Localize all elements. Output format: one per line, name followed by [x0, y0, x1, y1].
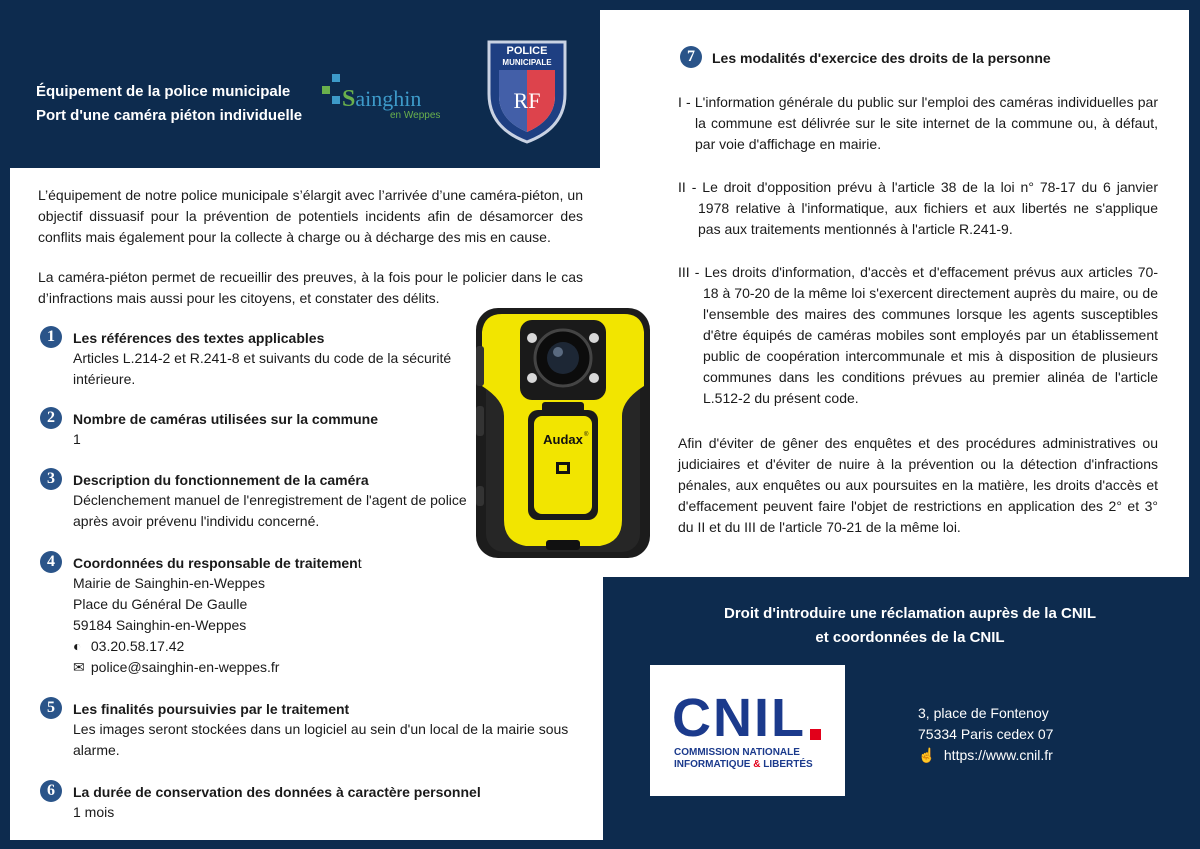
svg-text:®: ® [584, 432, 589, 438]
section-title: Coordonnées du responsable de traitement [73, 555, 362, 571]
pointer-icon: ☝ [918, 747, 936, 763]
svg-text:Audax: Audax [543, 432, 583, 447]
section-line: 59184 Sainghin-en-Weppes [73, 617, 247, 633]
number-badge: 1 [40, 326, 62, 348]
mail-icon: ✉ [73, 659, 85, 675]
intro-paragraph-1: L’équipement de notre police municipale s’élargit avec l’arrivée d’une caméra-piéton, un objectif dissuasif pour la prévention de potentiels incidents afin de désamorcer des conflits mais également pour la collecte à charge ou à décharge des mis en cause. [38, 187, 583, 245]
svg-text:MUNICIPALE: MUNICIPALE [502, 58, 552, 67]
police-badge [483, 36, 571, 146]
section-line: Les images seront stockées dans un logiciel au sein d'un local de la mairie sous [73, 721, 569, 737]
number-badge: 4 [40, 551, 62, 573]
body-camera-image [472, 306, 654, 560]
section-title: Les finalités poursuivies par le traitement [73, 701, 350, 717]
header-title [36, 80, 302, 128]
section-line: Mairie de Sainghin-en-Weppes [73, 575, 265, 591]
svg-text:POLICE: POLICE [506, 45, 548, 57]
phone-icon: ◐ [73, 638, 82, 654]
section-line: 1 mois [73, 804, 115, 820]
number-badge: 3 [40, 468, 62, 490]
cnil-logo: CNIL COMMISSION NATIONALE INFORMATIQUE & LIBERTÉS [650, 665, 845, 796]
cnil-address [918, 703, 1053, 766]
section-title: Nombre de caméras utilisées sur la commune [73, 411, 379, 427]
section-line: alarme. [73, 742, 120, 758]
number-badge: 6 [40, 780, 62, 802]
header-line-2: Port d'une caméra piéton individuelle [36, 107, 303, 124]
number-badge: 5 [40, 697, 62, 719]
section-title: La durée de conservation des données à caractère personnel [73, 784, 481, 800]
section-line: Place du Général De Gaulle [73, 596, 248, 612]
section-title: Les références des textes applicables [73, 330, 325, 346]
section-line: Articles L.214-2 et R.241-8 et suivants du code de la sécurité [73, 350, 452, 366]
number-badge: 7 [680, 46, 702, 68]
cnil-address-line-1: 3, place de Fontenoy [918, 705, 1049, 721]
phone-number: 03.20.58.17.42 [90, 638, 185, 654]
rights-paragraph-4: Afin d'éviter de gêner des enquêtes et des procédures administratives ou judiciaires et d'éviter de nuire à la prévention ou la détection d'infractions pénales, aux enquêtes ou aux poursuites en la matière, les droits d'accès et d'effacement peuvent faire l'objet de restrictions en application des 2° et 3° du II et du III de l'article 70-21 de la même loi. [678, 435, 1158, 535]
svg-text:RF: RF [513, 88, 541, 113]
rights-paragraph-1: I - L'information générale du public sur l'emploi des caméras individuelles par la commune est délivrée sur le site internet de la commune ou, à défaut, par voie d'affichage en mairie. [678, 94, 1158, 152]
sainghin-logo: Sainghin en Weppes [320, 72, 460, 124]
rights-paragraph-2: II - Le droit d'opposition prévu à l'article 38 de la loi n° 78-17 du 6 janvier 1978 relative à l'informatique, aux fichiers et aux libertés ne s'applique pas aux traitements mentionnés à l'article R.241-9. [678, 179, 1158, 237]
section-line: Déclenchement manuel de l'enregistrement de l'agent de police [73, 492, 467, 508]
section-line: intérieure. [73, 371, 136, 387]
rights-section-title: Les modalités d'exercice des droits de la personne [712, 50, 1051, 66]
cnil-website-link[interactable]: https://www.cnil.fr [943, 747, 1053, 763]
cnil-address-line-2: 75334 Paris cedex 07 [918, 726, 1054, 742]
email-address[interactable]: police@sainghin-en-weppes.fr [90, 659, 280, 675]
header-line-1: Équipement de la police municipale [36, 83, 291, 100]
section-line: après avoir prévenu l'individu concerné. [73, 513, 320, 529]
intro-paragraph-2: La caméra-piéton permet de recueillir des preuves, à la fois pour le policier dans le cas d’infractions mais aussi pour les citoyens, et constater des délits. [38, 269, 583, 306]
rights-paragraph-3: III - Les droits d'information, d'accès et d'effacement prévus aux articles 70-18 à 70-20 de la même loi s'exercent directement auprès du maire, ou de l'ensemble des maires des communes lorsque les agents susceptibles d'être équipés de caméras mobiles sont employés par un établissement public de coopération intercommunale et mis à disposition de plusieurs communes dans les conditions prévues au premier alinéa de l'article L.512-2 du présent code. [678, 264, 1158, 406]
number-badge: 2 [40, 407, 62, 429]
section-line: 1 [73, 431, 81, 447]
section-title: Description du fonctionnement de la caméra [73, 472, 369, 488]
cnil-section-title: Droit d'introduire une réclamation auprès de la CNIL et coordonnées de la CNIL [724, 605, 1096, 646]
